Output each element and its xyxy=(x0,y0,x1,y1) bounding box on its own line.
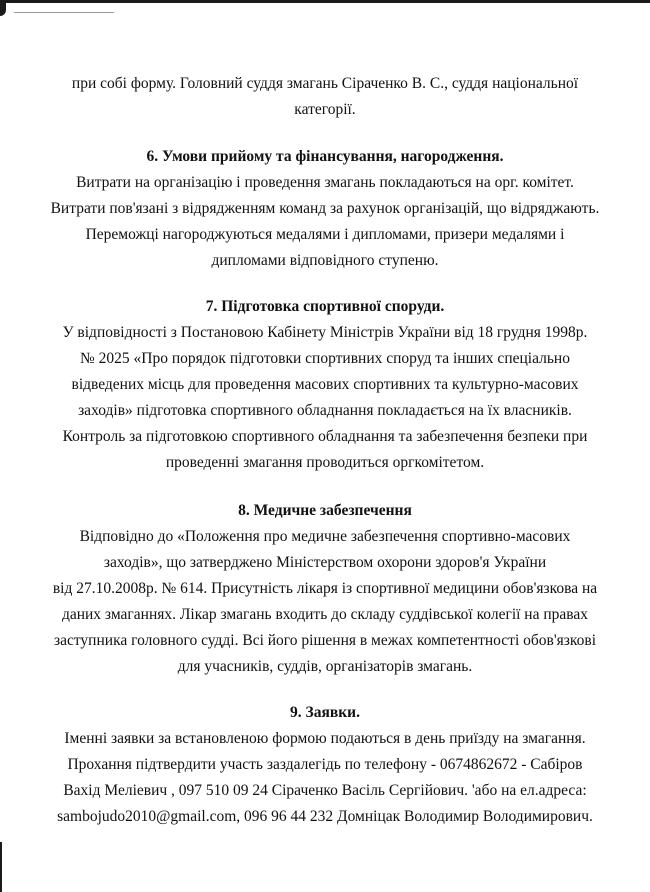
paragraph-line: Витрати пов'язані з відрядженням команд за рахунок організацій, що відряджають. xyxy=(50,200,600,217)
scan-corner-mark xyxy=(0,0,6,16)
paragraph-line: даних змаганнях. Лікар змагань входить до складу суддівської колегії на правах xyxy=(61,606,589,623)
paragraph-line: для учасників, суддів, організаторів змагань. xyxy=(177,658,473,675)
section-heading-9: 9. Заявки. xyxy=(290,704,360,721)
paragraph-line: проведенні змагання проводиться оргкомітетом. xyxy=(165,454,485,471)
paragraph-line: Відповідно до «Положення про медичне забезпечення спортивно-масових xyxy=(79,528,571,545)
paragraph-line: дипломами відповідного ступеню. xyxy=(211,252,439,269)
paragraph-line: Вахід Меліевич , 097 510 09 24 Сіраченко Васіль Сергійович. 'або на ел.адреса: xyxy=(63,782,587,799)
section-heading-8: 8. Медичне забезпечення xyxy=(238,502,412,519)
paragraph-line: від 27.10.2008р. № 614. Присутність лікаря із спортивної медицини обов'язкова на xyxy=(52,580,598,597)
paragraph-line: заходів», що затверджено Міністерством охорони здоров'я України xyxy=(103,554,547,571)
scan-border-top xyxy=(0,0,650,3)
scan-border-left xyxy=(0,842,2,892)
section-heading-7: 7. Підготовка спортивної споруди. xyxy=(205,298,445,315)
scan-artifact xyxy=(14,12,114,13)
section-heading-6: 6. Умови прийому та фінансування, нагородження. xyxy=(146,148,504,165)
paragraph-line: Контроль за підготовкою спортивного обладнання та забезпечення безпеки при xyxy=(62,428,588,445)
paragraph-line: заступника головного судді. Всі його рішення в межах компетентності обов'язкові xyxy=(53,632,596,649)
paragraph-line: Прохання підтвердити участь заздалегідь по телефону - 0674862672 - Сабіров xyxy=(67,756,583,773)
paragraph-line: при собі форму. Головний суддя змагань Сіраченко В. С., суддя національної xyxy=(71,75,579,92)
paragraph-line: заходів» підготовка спортивного обладнання покладається на їх власників. xyxy=(78,402,572,419)
paragraph-line: У відповідності з Постановою Кабінету Міністрів України від 18 грудня 1998р. xyxy=(62,324,588,341)
paragraph-line: Переможці нагороджуються медалями і дипломами, призери медалями і xyxy=(85,226,565,243)
contact-line: sambojudo2010@gmail.com, 096 96 44 232 Домніцак Володимир Володимирович. xyxy=(57,808,593,825)
paragraph-line: відведених місць для проведення масових спортивних та культурно-масових xyxy=(71,376,579,393)
paragraph-line: Іменні заявки за встановленою формою подаються в день приїзду на змагання. xyxy=(64,730,586,747)
paragraph-line: № 2025 «Про порядок підготовки спортивних споруд та інших спеціально xyxy=(80,350,570,367)
paragraph-line: категорії. xyxy=(294,101,356,118)
paragraph-line: Витрати на організацію і проведення змагань покладаються на орг. комітет. xyxy=(76,174,574,191)
